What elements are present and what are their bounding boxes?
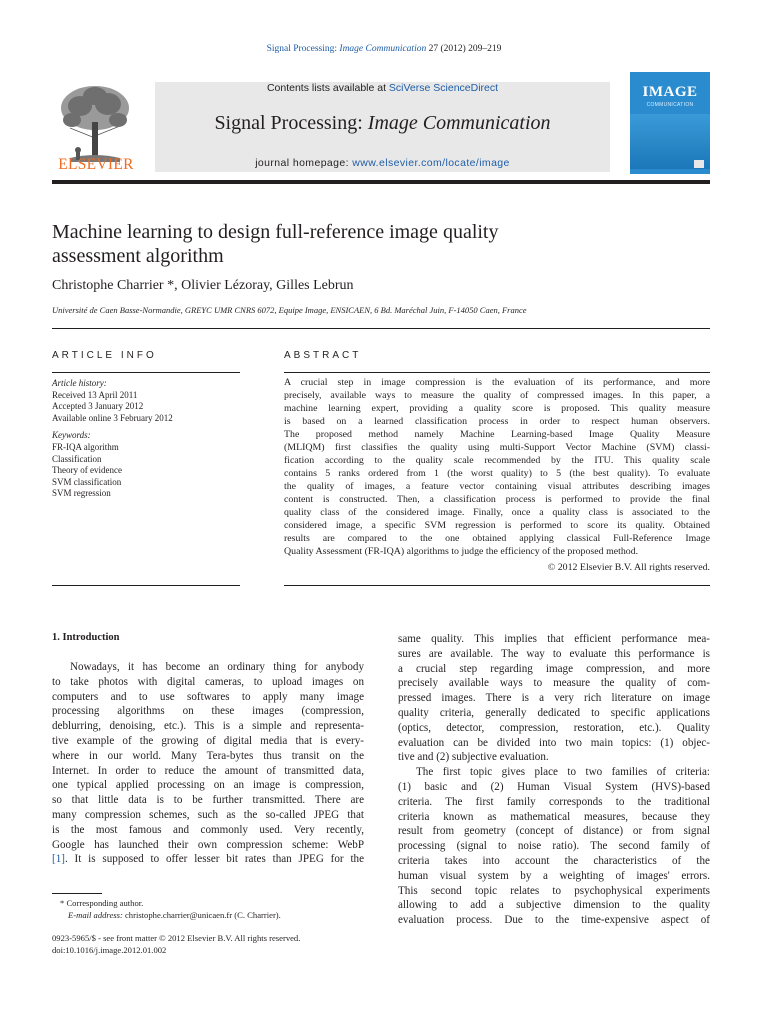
keywords-label: Keywords:: [52, 430, 91, 441]
body-line: Google has launched their own compression scheme: WebP: [52, 838, 364, 851]
history-accepted: Accepted 3 January 2012: [52, 401, 144, 412]
keyword-item: SVM classification: [52, 476, 122, 487]
sciencedirect-link[interactable]: SciVerse ScienceDirect: [388, 82, 499, 94]
abstract-line: precisely, available ways to measure the quality of compressed images. In this paper, a: [284, 390, 710, 401]
abstract-line: considered image, a specific SVM regression is performed to score its quality. Obtained: [284, 520, 710, 531]
journal-homepage: journal homepage: www.elsevier.com/locate/image: [255, 157, 510, 169]
body-line: tive example of the growing of digital media that is every-: [52, 734, 364, 747]
body-line: Internet. In order to reduce the amount of transmitted data,: [52, 764, 364, 777]
abstract-line: the quality of images, a feature vector containing visual attributes describing images: [284, 481, 710, 492]
homepage-link[interactable]: www.elsevier.com/locate/image: [352, 157, 510, 169]
title-divider: [52, 328, 710, 329]
masthead-divider: [52, 180, 710, 184]
footer-issn: 0923-5965/$ - see front matter © 2012 Elsevier B.V. All rights reserved.: [52, 933, 301, 943]
footer-doi: doi:10.1016/j.image.2012.01.002: [52, 945, 167, 955]
keyword-item: SVM regression: [52, 488, 111, 499]
footnote-email-label: E-mail address:: [68, 910, 125, 920]
body-line: tive and (2) subjective evaluation.: [398, 751, 549, 764]
abstract-line: A crucial step in image compression is the evaluation of its performance, and more: [284, 377, 710, 388]
abstract-line: quality class of the considered image. Finally, once a quality class is associated to the: [284, 507, 710, 518]
abstract-line: contains 5 ranks ordered from 1 (the worst quality) to 5 (the best quality). To evaluate: [284, 468, 710, 479]
body-line: evaluation can be divided into two main topics: (1) objec-: [398, 736, 710, 749]
abstract-line: is based on a learned classification process in order to respect human observers.: [284, 416, 710, 427]
body-line: (optics, detector, compression, restoration, etc.). Quality: [398, 721, 710, 734]
body-line: quality criteria, generally dedicated to specific applications: [398, 706, 710, 719]
abstract-heading: ABSTRACT: [284, 350, 362, 361]
abstract-line: The proposed method namely Machine Learning-based Image Quality Measure: [284, 429, 710, 440]
footnote-rule: [52, 893, 102, 894]
journal-title: Signal Processing: Image Communication: [214, 112, 551, 134]
body-line: many compression schemes, such as the so-called JPEG that: [52, 808, 364, 821]
journal-citation: [0, 44, 768, 54]
body-column-left: [52, 660, 364, 867]
body-line: computers and to use softwares to apply many image: [52, 690, 364, 703]
citation-journal-link[interactable]: [267, 44, 427, 54]
body-line: a crucial step regarding image compression, and more: [398, 662, 710, 675]
elsevier-logo: [50, 78, 142, 178]
body-line: This second topic relates to psychophysical experiments: [398, 884, 710, 897]
abstract-line: machine learning expert, providing a quality score is proposed. This quality measure: [284, 403, 710, 414]
footnote: [60, 897, 281, 921]
paper-title: Machine learning to design full-reference image quality assessment algorithm: [52, 221, 499, 267]
article-info: [52, 378, 240, 500]
body-line: Nowadays, it has become an ordinary thing for anybody: [70, 661, 364, 673]
citation-suffix: 27 (2012) 209–219: [426, 44, 502, 54]
citation-prefix: Signal Processing:: [266, 44, 340, 54]
abstract-rule-top: [284, 372, 710, 373]
body-line: precisely available ways to measure the quality of com-: [398, 677, 710, 690]
history-received: Received 13 April 2011: [52, 389, 138, 400]
reference-link[interactable]: [1]: [52, 853, 65, 866]
footnote-email[interactable]: christophe.charrier@unicaen.fr (C. Charrier).: [124, 910, 281, 920]
article-info-rule-top: [52, 372, 240, 373]
cover-title: IMAGE: [642, 84, 698, 100]
footnote-corresponding: * Corresponding author.: [60, 898, 144, 908]
body-line: allowing to add a subjective dimension to the quality: [398, 899, 710, 912]
cover-badge-icon: [694, 160, 704, 168]
abstract-copyright: © 2012 Elsevier B.V. All rights reserved.: [547, 562, 710, 573]
body-line: evaluation process. Due to the time-expensive aspect of: [398, 914, 710, 927]
body-line: [1]. It is supposed to offer lesser bit rates than JPEG for the: [52, 853, 364, 866]
body-line: processing algorithms on these images (compression,: [52, 705, 364, 718]
body-line: sures are available. The way to evaluate this performance is: [398, 647, 710, 660]
author-affiliation: Université de Caen Basse-Normandie, GREYC UMR CNRS 6072, Equipe Image, ENSICAEN, 6 Bd. Maréchal Juin, F-14050 Caen, France: [52, 305, 527, 315]
keyword-item: FR-IQA algorithm: [52, 441, 119, 452]
section-heading-introduction: 1. Introduction: [52, 632, 120, 643]
body-line: criteria takes into account the characteristics of the: [398, 854, 710, 867]
abstract-line: results are compared to the one obtained applying classical Full-Reference Image: [284, 533, 710, 544]
contents-line: Contents lists available at SciVerse ScienceDirect: [266, 82, 499, 94]
body-line: so that little data is to be further transmitted. There are: [52, 794, 364, 807]
body-line: The first topic gives place to two families of criteria:: [416, 766, 710, 779]
body-line: to take photos with digital cameras, to upload images on: [52, 675, 364, 688]
author-list: Christophe Charrier *, Olivier Lézoray, Gilles Lebrun: [52, 278, 354, 293]
abstract-line: Quality Assessment (FR-IQA) algorithms to judge the efficiency of the proposed method.: [284, 546, 639, 557]
history-online: Available online 3 February 2012: [52, 412, 173, 423]
body-line: is the most famous and commonly used. Very recently,: [52, 823, 364, 836]
body-line: pressed images. There is a very rich literature on image: [398, 692, 710, 705]
citation-journal-italic: Image Communication: [339, 44, 427, 54]
body-line: same quality. This implies that efficient performance mea-: [398, 633, 710, 645]
abstract-text: [284, 376, 710, 558]
journal-cover-thumbnail: [630, 72, 710, 174]
body-line: one typical applied processing on an image is compression,: [52, 779, 364, 792]
keyword-item: Theory of evidence: [52, 465, 122, 476]
abstract-line: fication according to the quality scale recommended by the ITU. This quality scale: [284, 455, 710, 466]
keyword-item: Classification: [52, 453, 102, 464]
abstract-line: (MLIQM) first classifies the quality using multi-Support Vector Machine (SVM) classi-: [284, 442, 710, 453]
page-footer: [52, 932, 300, 956]
article-info-heading: ARTICLE INFO: [52, 350, 157, 361]
article-info-rule-bottom: [52, 585, 240, 586]
body-line: criteria. The first family corresponds to the traditional: [398, 795, 710, 808]
body-line: human visual system by a weighting of images' errors.: [398, 869, 710, 882]
body-line: where in our world. Many Tera-bytes thus transit on the: [52, 749, 364, 762]
history-label: Article history:: [52, 378, 107, 388]
abstract-rule-bottom: [284, 585, 710, 586]
body-line: deblurring, denoising, etc.). This is a simple and representa-: [52, 720, 364, 733]
abstract-line: content is constructed. Then, a classification process is performed to provide the final: [284, 494, 710, 505]
body-line: criteria known as mathematical measures, because they: [398, 810, 710, 823]
body-line: result from geometry (concept of distance) or from signal: [398, 825, 710, 838]
body-line: processing (signal to noise ratio). The second family of: [398, 840, 710, 853]
body-line: (1) basic and (2) Human Visual System (HVS)-based: [398, 780, 710, 793]
body-column-right: [398, 632, 710, 928]
elsevier-wordmark: ELSEVIER: [58, 156, 134, 173]
cover-subtitle: COMMUNICATION: [646, 102, 694, 108]
